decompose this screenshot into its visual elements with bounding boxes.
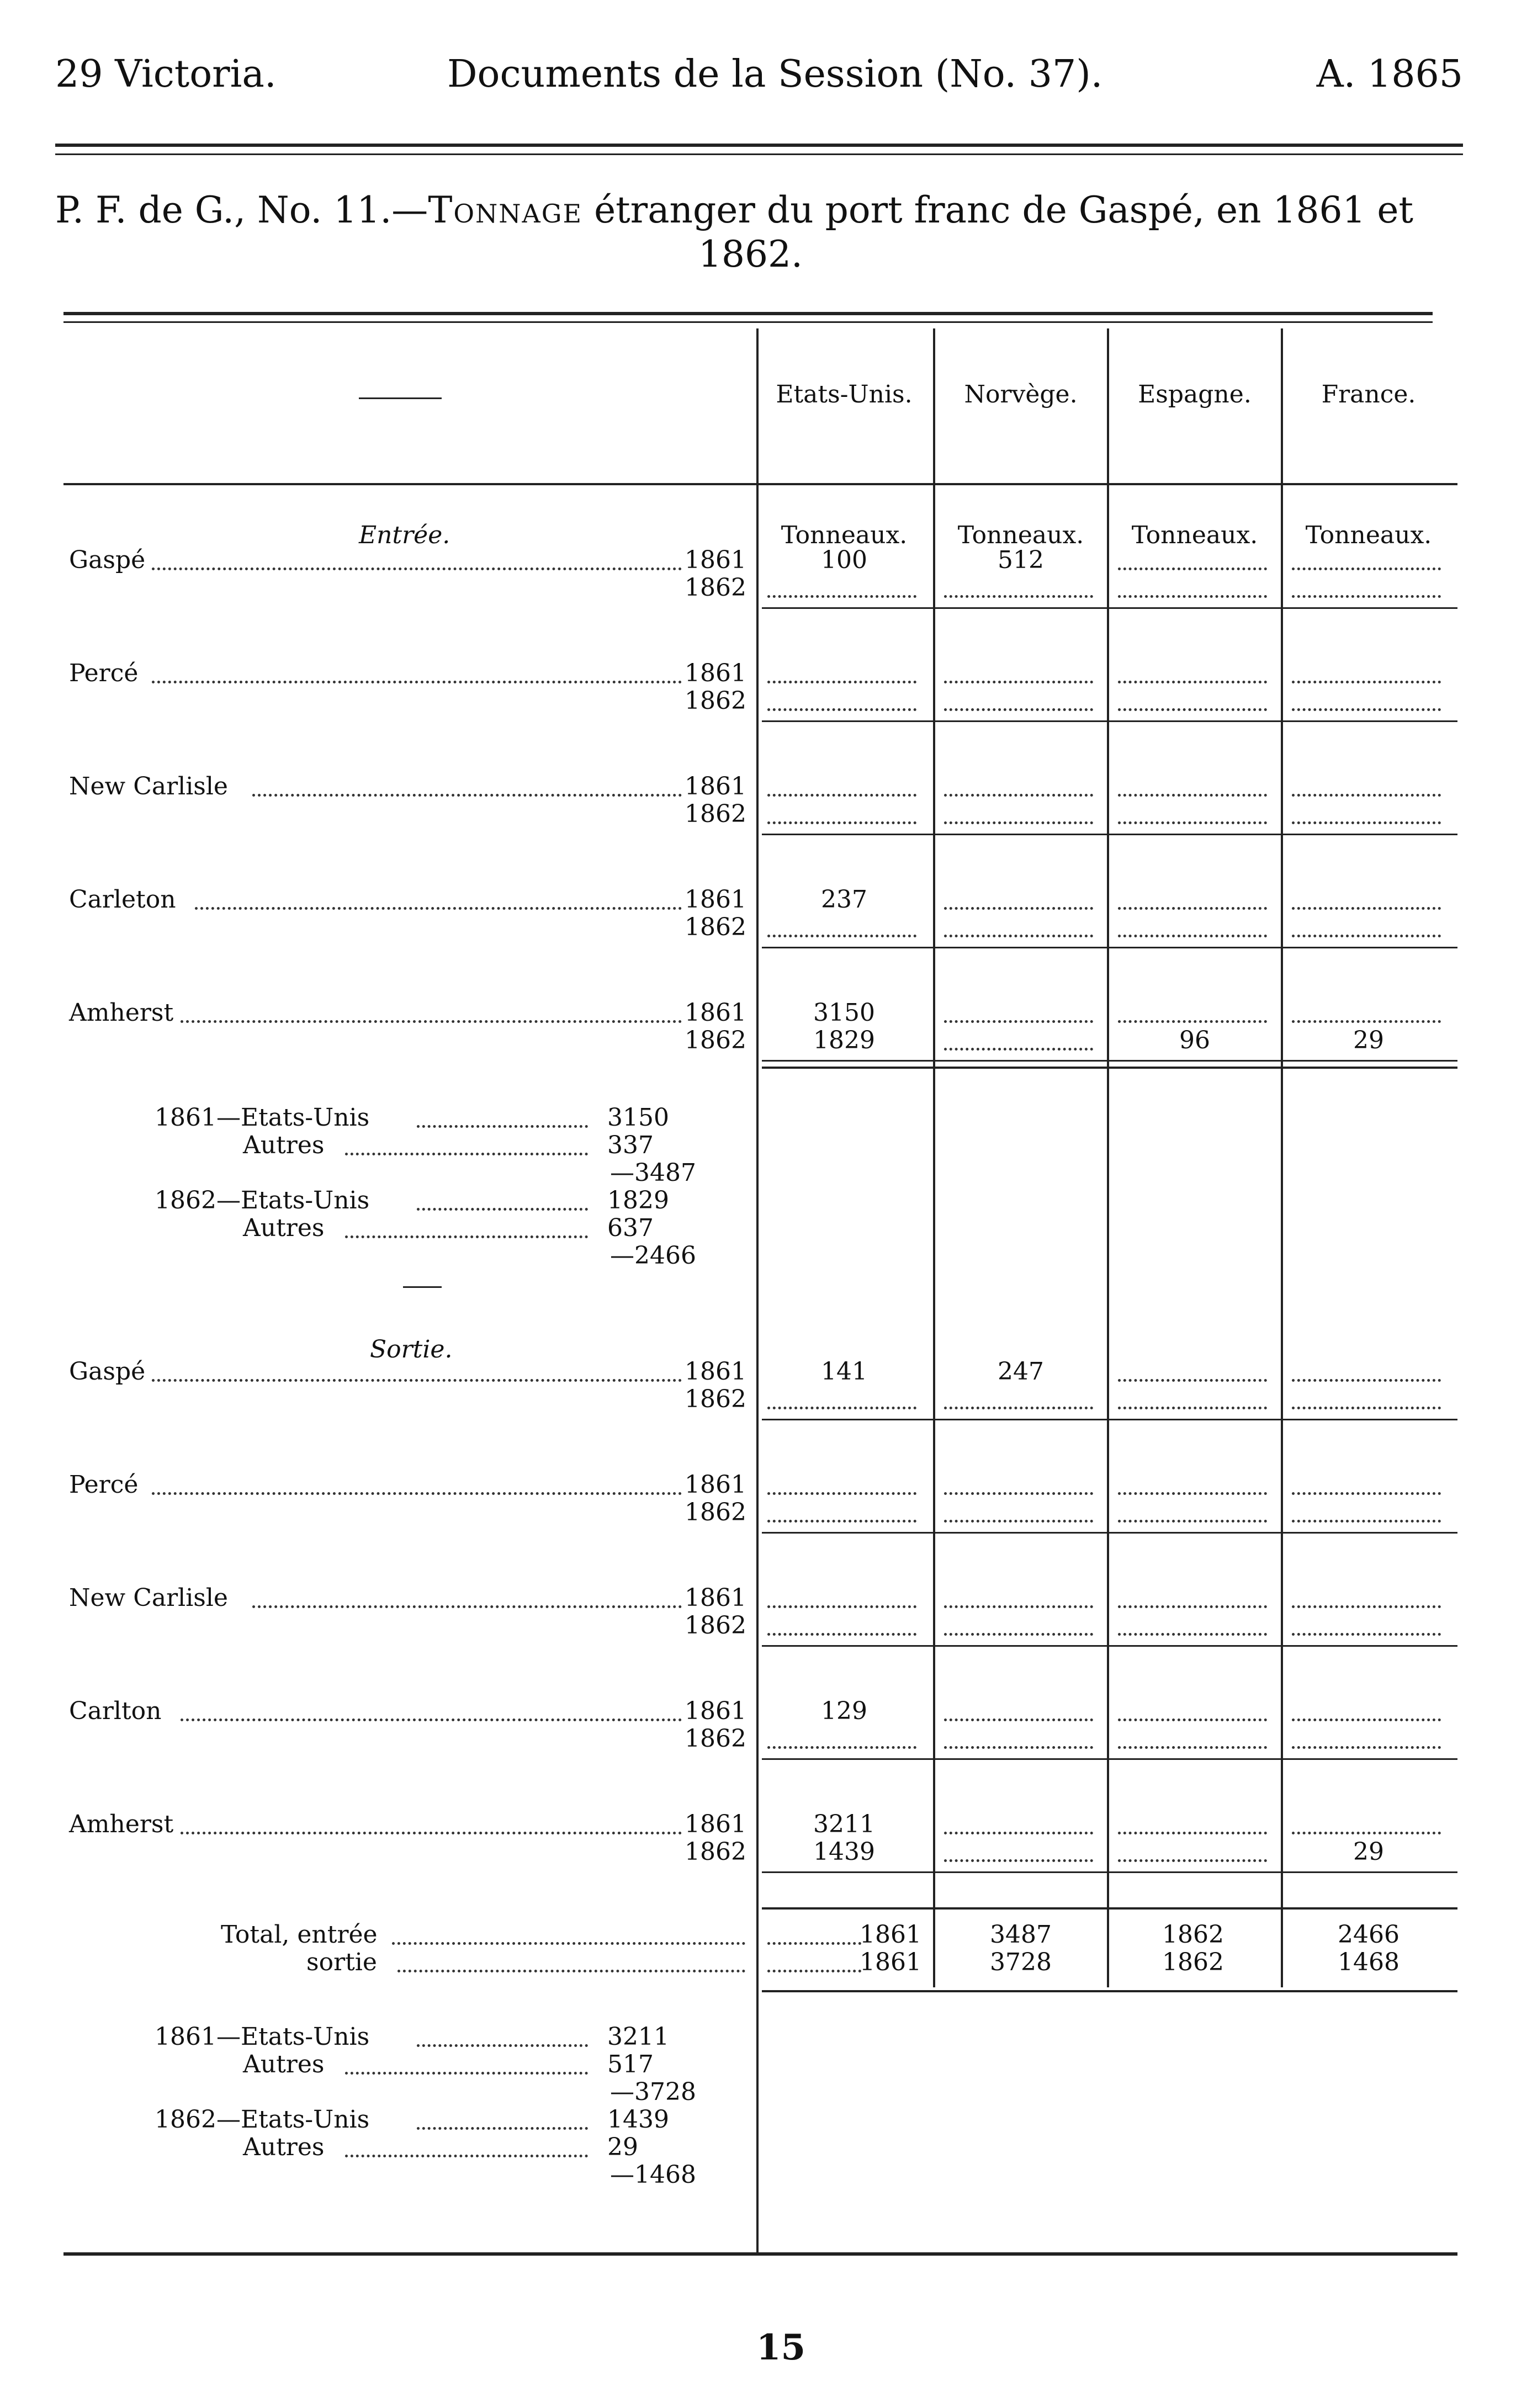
empty-cell-dots [767,595,916,598]
empty-cell-dots [944,1407,1093,1409]
total-sortie-label: sortie [306,1948,377,1976]
tonnage-value: 29 [1353,1838,1384,1866]
total-entree-label: Total, entrée [221,1921,378,1949]
year-1861: 1861 [685,1697,746,1725]
tonnage-value: 141 [821,1357,867,1386]
leader-dots [345,1235,588,1238]
empty-cell-dots [1292,708,1441,711]
empty-cell-dots [944,935,1093,937]
session-label: 29 Victoria. [55,52,277,96]
empty-cell-dots [944,907,1093,910]
summary-label: 1862—Etats-Unis [155,1186,370,1214]
empty-cell-dots [1292,1633,1441,1636]
empty-cell-dots [944,1859,1093,1862]
row-rule [762,1758,1457,1760]
empty-cell-dots [944,1520,1093,1523]
tonnage-value: 3150 [813,999,875,1027]
empty-cell-dots [1118,1605,1267,1608]
empty-cell-dots [1292,567,1441,570]
total-value: 1861 [860,1921,921,1949]
leader-dots [195,907,682,910]
summary-value: 1439 [607,2105,669,2134]
column-header: Etats-Unis. [776,380,913,409]
summary-label: Autres [243,1131,325,1159]
entree-end-rule [762,1067,1457,1069]
year-label: A. 1865 [1316,52,1463,96]
summary-label: Autres [243,2133,325,2161]
empty-cell-dots [1118,1520,1267,1523]
summary-label: Autres [243,1214,325,1242]
year-1861: 1861 [685,1357,746,1386]
year-1862: 1862 [685,1385,746,1413]
year-1862: 1862 [685,1725,746,1753]
empty-cell-dots [1118,1020,1267,1023]
summary-value: 637 [607,1214,654,1242]
empty-cell-dots [1292,821,1441,824]
leader-dots [767,1942,861,1945]
summary-total: —1468 [610,2161,696,2189]
row-rule [762,1645,1457,1647]
summary-label: 1861—Etats-Unis [155,2023,370,2051]
column-header: Espagne. [1138,380,1252,409]
leader-dots [345,2072,588,2075]
empty-cell-dots [1118,1719,1267,1721]
summary-value: 3211 [607,2023,669,2051]
empty-cell-dots [1292,1492,1441,1495]
empty-cell-dots [767,1605,916,1608]
leader-dots [417,1125,588,1128]
port-name: Gaspé [69,1357,146,1386]
section-dash [403,1286,442,1288]
header-rule-bottom [55,153,1463,155]
empty-cell-dots [1118,935,1267,937]
year-1862: 1862 [685,800,746,828]
empty-cell-dots [1118,1633,1267,1636]
header-rule [63,483,1457,485]
empty-cell-dots [767,1520,916,1523]
table-title [55,188,1469,233]
year-1862: 1862 [685,1498,746,1526]
port-name: Percé [69,659,139,687]
empty-cell-dots [767,1746,916,1749]
header-rule-top [55,144,1463,147]
empty-cell-dots [944,681,1093,683]
port-name: New Carlisle [69,772,228,800]
total-value: 1862 [1162,1948,1224,1976]
tonnage-value: 100 [821,546,867,574]
summary-value: 29 [607,2133,638,2161]
summary-label: Autres [243,2050,325,2078]
row-rule [762,720,1457,722]
empty-cell-dots [1292,1605,1441,1608]
title-rest: étranger du port franc de Gaspé, en 1861 et [582,189,1414,231]
empty-cell-dots [1118,907,1267,910]
tonnage-value: 247 [998,1357,1044,1386]
table-rule-top2 [63,321,1433,323]
table-title-line2: 1862. [698,233,803,275]
year-1861: 1861 [685,1810,746,1838]
row-rule [762,1060,1457,1062]
year-1862: 1862 [685,1611,746,1640]
row-rule [762,607,1457,609]
empty-cell-dots [944,1719,1093,1721]
empty-cell-dots [767,935,916,937]
port-name: Carlton [69,1697,162,1725]
summary-value: 337 [607,1131,654,1159]
row-rule [762,1871,1457,1873]
empty-cell-dots [944,1492,1093,1495]
empty-cell-dots [767,1407,916,1409]
table-bottom-rule [63,2252,1457,2256]
port-name: Carleton [69,885,176,914]
column-divider [933,328,935,1987]
empty-cell-dots [1292,907,1441,910]
leader-dots [767,1970,861,1972]
empty-cell-dots [767,1633,916,1636]
year-1861: 1861 [685,659,746,687]
year-1862: 1862 [685,574,746,602]
total-value: 3728 [990,1948,1052,1976]
document-label: Documents de la Session (No. 37). [447,52,1103,96]
empty-cell-dots [1292,1746,1441,1749]
empty-cell-dots [1118,567,1267,570]
summary-value: 3150 [607,1104,669,1132]
empty-cell-dots [944,821,1093,824]
empty-cell-dots [1292,1379,1441,1382]
empty-cell-dots [1292,1020,1441,1023]
empty-cell-dots [767,1492,916,1495]
empty-cell-dots [1118,821,1267,824]
running-header [55,52,1463,102]
empty-cell-dots [1118,1492,1267,1495]
unit-label: Tonneaux. [1305,521,1432,549]
leader-dots [417,2044,588,2047]
empty-cell-dots [767,821,916,824]
leader-dots [152,1379,682,1382]
summary-label: 1861—Etats-Unis [155,1104,370,1132]
leader-dots [392,1942,745,1945]
total-value: 3487 [990,1921,1052,1949]
empty-cell-dots [1118,794,1267,797]
empty-cell-dots [1292,681,1441,683]
page-number: 15 [756,2327,806,2368]
leader-dots [397,1970,745,1972]
empty-cell-dots [1118,1379,1267,1382]
table-rule-top [63,312,1433,315]
sortie-end-rule [762,1907,1457,1910]
unit-label: Tonneaux. [957,521,1084,549]
leader-dots [345,1153,588,1155]
tonnage-value: 3211 [813,1810,875,1838]
summary-total: —3487 [610,1159,696,1187]
empty-cell-dots [944,1020,1093,1023]
row-rule [762,1532,1457,1534]
port-name: Percé [69,1471,139,1499]
empty-cell-dots [944,1746,1093,1749]
empty-cell-dots [1118,1407,1267,1409]
leader-dots [252,794,682,797]
column-divider [1281,328,1283,1987]
section-sortie: Sortie. [370,1335,453,1364]
leader-dots [181,1719,682,1721]
summary-value: 1829 [607,1186,669,1214]
leader-dots [417,2127,588,2130]
section-entree: Entrée. [359,521,450,549]
empty-cell-dots [1292,1520,1441,1523]
tonnage-value: 512 [998,546,1044,574]
port-name: Amherst [69,1810,174,1838]
unit-label: Tonneaux. [1131,521,1258,549]
leader-dots [181,1832,682,1834]
leader-dots [152,1492,682,1495]
total-value: 2466 [1338,1921,1400,1949]
empty-cell-dots [944,708,1093,711]
tonnage-value: 29 [1353,1026,1384,1054]
total-value: 1861 [860,1948,921,1976]
empty-cell-dots [767,708,916,711]
column-divider [1107,328,1109,1987]
totals-rule [762,1990,1457,1992]
empty-cell-dots [1118,1746,1267,1749]
summary-total: —2466 [610,1242,696,1270]
summary-value: 517 [607,2050,654,2078]
empty-cell-dots [1118,1859,1267,1862]
leader-dots [152,681,682,683]
port-name: New Carlisle [69,1584,228,1612]
empty-cell-dots [944,1633,1093,1636]
port-name: Gaspé [69,546,146,574]
year-1861: 1861 [685,1584,746,1612]
empty-cell-dots [944,1832,1093,1834]
leader-dots [152,567,682,570]
empty-cell-dots [1292,935,1441,937]
empty-cell-dots [1118,1832,1267,1834]
port-name: Amherst [69,999,174,1027]
row-rule [762,1419,1457,1420]
empty-cell-dots [944,595,1093,598]
leader-dots [417,1208,588,1211]
column-header: Norvège. [964,380,1078,409]
year-1861: 1861 [685,546,746,574]
year-1861: 1861 [685,885,746,914]
empty-cell-dots [1292,1719,1441,1721]
year-1861: 1861 [685,1471,746,1499]
row-rule [762,834,1457,835]
year-1862: 1862 [685,687,746,715]
empty-cell-dots [944,794,1093,797]
empty-cell-dots [767,794,916,797]
empty-cell-dots [1292,595,1441,598]
title-smallcaps: Tonnage [428,189,583,231]
empty-cell-dots [944,1605,1093,1608]
leader-dots [252,1605,682,1608]
empty-cell-dots [944,1048,1093,1051]
empty-cell-dots [1292,1407,1441,1409]
year-1861: 1861 [685,999,746,1027]
leader-dots [181,1020,682,1023]
tonnage-value: 237 [821,885,867,914]
empty-cell-dots [1118,708,1267,711]
empty-cell-dots [1292,1832,1441,1834]
total-value: 1468 [1338,1948,1400,1976]
summary-label: 1862—Etats-Unis [155,2105,370,2134]
summary-total: —3728 [610,2078,696,2106]
tonnage-value: 1829 [813,1026,875,1054]
unit-label: Tonneaux. [781,521,908,549]
leader-dots [345,2155,588,2157]
header-dash [359,397,442,399]
empty-cell-dots [767,681,916,683]
tonnage-value: 96 [1179,1026,1210,1054]
year-1862: 1862 [685,1026,746,1054]
empty-cell-dots [1118,681,1267,683]
tonnage-value: 1439 [813,1838,875,1866]
year-1862: 1862 [685,913,746,941]
year-1861: 1861 [685,772,746,800]
empty-cell-dots [1118,595,1267,598]
year-1862: 1862 [685,1838,746,1866]
row-rule [762,947,1457,948]
tonnage-value: 129 [821,1697,867,1725]
total-value: 1862 [1162,1921,1224,1949]
title-prefix: P. F. de G., No. 11.— [55,189,428,231]
empty-cell-dots [1292,794,1441,797]
column-header: France. [1321,380,1416,409]
